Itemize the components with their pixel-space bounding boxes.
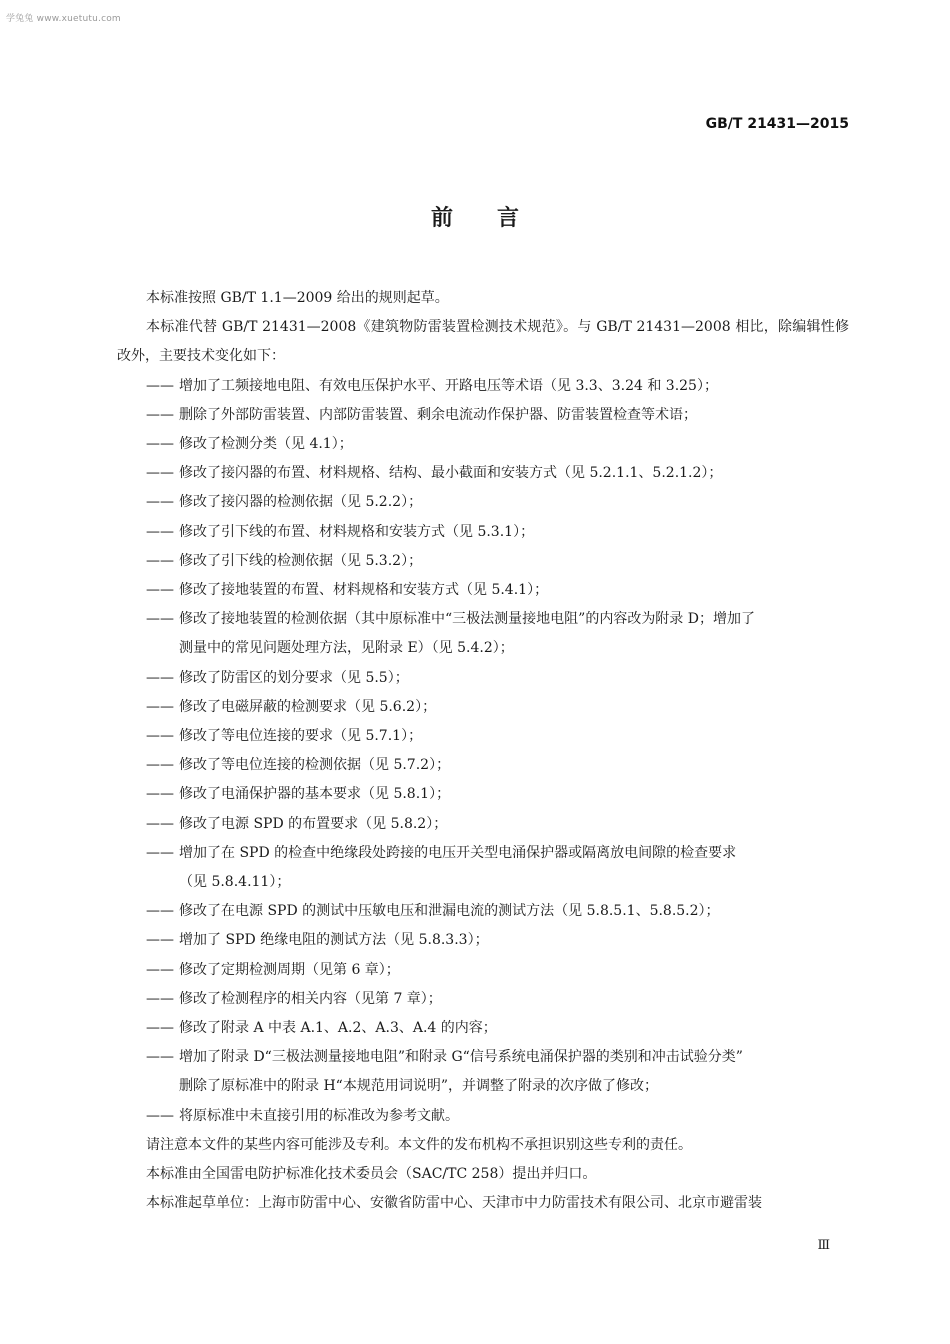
- page-title: 前言: [430, 206, 563, 231]
- page-number: Ⅲ: [817, 1238, 830, 1253]
- list-item: [117, 488, 849, 517]
- list-item: [117, 605, 849, 634]
- list-item-text: 修改了等电位连接的要求（见 5.7.1）；: [179, 728, 423, 745]
- document-body: [117, 284, 849, 1219]
- dash-marker: ——: [146, 815, 174, 832]
- list-item: [117, 547, 849, 576]
- list-item-text: 修改了接地装置的检测依据（其中原标准中“三极法测量接地电阻”的内容改为附录 D；增加了: [179, 611, 755, 628]
- changes-list: [117, 372, 849, 1131]
- list-item: [117, 810, 849, 839]
- list-item-text: 修改了电磁屏蔽的检测要求（见 5.6.2）；: [179, 698, 437, 715]
- list-item: [117, 780, 849, 809]
- dash-marker: ——: [146, 757, 174, 774]
- dash-marker: ——: [146, 1049, 174, 1066]
- dash-marker: ——: [146, 611, 174, 628]
- dash-marker: ——: [146, 494, 174, 511]
- list-item: [117, 1014, 849, 1043]
- list-item-text: （见 5.8.4.11）；: [179, 874, 291, 891]
- list-item: [117, 1102, 849, 1131]
- list-item-text: 修改了防雷区的划分要求（见 5.5）；: [179, 669, 409, 686]
- patent-notice: 请注意本文件的某些内容可能涉及专利。本文件的发布机构不承担识别这些专利的责任。: [146, 1136, 692, 1153]
- list-item: [117, 430, 849, 459]
- list-item-text: 增加了附录 D“三极法测量接地电阻”和附录 G“信号系统电涌保护器的类别和冲击试验分类”: [179, 1049, 743, 1066]
- dash-marker: ——: [146, 465, 174, 482]
- list-item: [117, 897, 849, 926]
- list-item-text: 修改了等电位连接的检测依据（见 5.7.2）；: [179, 757, 451, 774]
- dash-marker: ——: [146, 523, 174, 540]
- list-item-text: 修改了接闪器的检测依据（见 5.2.2）；: [179, 494, 423, 511]
- dash-marker: ——: [146, 903, 174, 920]
- list-item-text: 修改了电源 SPD 的布置要求（见 5.8.2）；: [179, 815, 448, 832]
- list-item: [117, 985, 849, 1014]
- list-item: [117, 751, 849, 780]
- dash-marker: ——: [146, 669, 174, 686]
- list-item-text: 增加了在 SPD 的检查中绝缘段处跨接的电压开关型电涌保护器或隔离放电间隙的检查要求: [179, 844, 737, 861]
- list-item-text: 删除了外部防雷装置、内部防雷装置、剩余电流动作保护器、防雷装置检查等术语；: [179, 406, 697, 423]
- list-item: [117, 576, 849, 605]
- dash-marker: ——: [146, 698, 174, 715]
- list-item-text: 修改了在电源 SPD 的测试中压敏电压和泄漏电流的测试方法（见 5.8.5.1、5.8.5.2）；: [179, 903, 720, 920]
- watermark: 学兔兔 www.xuetutu.com: [6, 14, 121, 24]
- list-item-text: 增加了 SPD 绝缘电阻的测试方法（见 5.8.3.3）；: [179, 932, 489, 949]
- list-item: [117, 956, 849, 985]
- dash-marker: ——: [146, 1107, 174, 1124]
- dash-marker: ——: [146, 1020, 174, 1037]
- list-item: [117, 722, 849, 751]
- intro-paragraph-1: 本标准按照 GB/T 1.1—2009 给出的规则起草。: [146, 290, 449, 306]
- list-item-text: 修改了电涌保护器的基本要求（见 5.8.1）；: [179, 786, 451, 803]
- list-item-text: 修改了定期检测周期（见第 6 章）；: [179, 961, 400, 978]
- list-item: [117, 1043, 849, 1072]
- list-item-text: 修改了接闪器的布置、材料规格、结构、最小截面和安装方式（见 5.2.1.1、5.2.1.2）；: [179, 465, 723, 482]
- list-item-text: 将原标准中未直接引用的标准改为参考文献。: [179, 1107, 459, 1124]
- intro-paragraph-2: 本标准代替 GB/T 21431—2008《建筑物防雷装置检测技术规范》。与 GB/T 21431—2008 相比，除编辑性修改外，主要技术变化如下：: [117, 319, 849, 365]
- list-item-continuation: [117, 634, 849, 663]
- list-item: [117, 926, 849, 955]
- dash-marker: ——: [146, 377, 174, 394]
- list-item-continuation: [117, 868, 849, 897]
- standard-code: GB/T 21431—2015: [705, 116, 849, 132]
- dash-marker: ——: [146, 932, 174, 949]
- dash-marker: ——: [146, 406, 174, 423]
- list-item: [117, 839, 849, 868]
- list-item: [117, 401, 849, 430]
- list-item-text: 修改了附录 A 中表 A.1、A.2、A.3、A.4 的内容；: [179, 1020, 497, 1037]
- list-item-text: 测量中的常见问题处理方法，见附录 E）（见 5.4.2）；: [179, 640, 514, 657]
- dash-marker: ——: [146, 552, 174, 569]
- drafting-units: 本标准起草单位：上海市防雷中心、安徽省防雷中心、天津市中力防雷技术有限公司、北京市避雷装: [146, 1195, 762, 1212]
- list-item: [117, 664, 849, 693]
- proposing-body: 本标准由全国雷电防护标准化技术委员会（SAC/TC 258）提出并归口。: [146, 1166, 597, 1183]
- list-item: [117, 693, 849, 722]
- dash-marker: ——: [146, 728, 174, 745]
- dash-marker: ——: [146, 582, 174, 599]
- list-item-text: 修改了接地装置的布置、材料规格和安装方式（见 5.4.1）；: [179, 582, 549, 599]
- dash-marker: ——: [146, 990, 174, 1007]
- list-item: [117, 518, 849, 547]
- list-item-text: 删除了原标准中的附录 H“本规范用词说明”，并调整了附录的次序做了修改；: [179, 1078, 658, 1095]
- dash-marker: ——: [146, 961, 174, 978]
- list-item: [117, 372, 849, 401]
- list-item-text: 增加了工频接地电阻、有效电压保护水平、开路电压等术语（见 3.3、3.24 和 3.25）；: [179, 377, 718, 394]
- dash-marker: ——: [146, 844, 174, 861]
- dash-marker: ——: [146, 786, 174, 803]
- list-item-continuation: [117, 1072, 849, 1101]
- list-item-text: 修改了检测分类（见 4.1）；: [179, 436, 353, 453]
- list-item: [117, 459, 849, 488]
- list-item-text: 修改了检测程序的相关内容（见第 7 章）；: [179, 990, 442, 1007]
- list-item-text: 修改了引下线的检测依据（见 5.3.2）；: [179, 552, 423, 569]
- dash-marker: ——: [146, 436, 174, 453]
- list-item-text: 修改了引下线的布置、材料规格和安装方式（见 5.3.1）；: [179, 523, 535, 540]
